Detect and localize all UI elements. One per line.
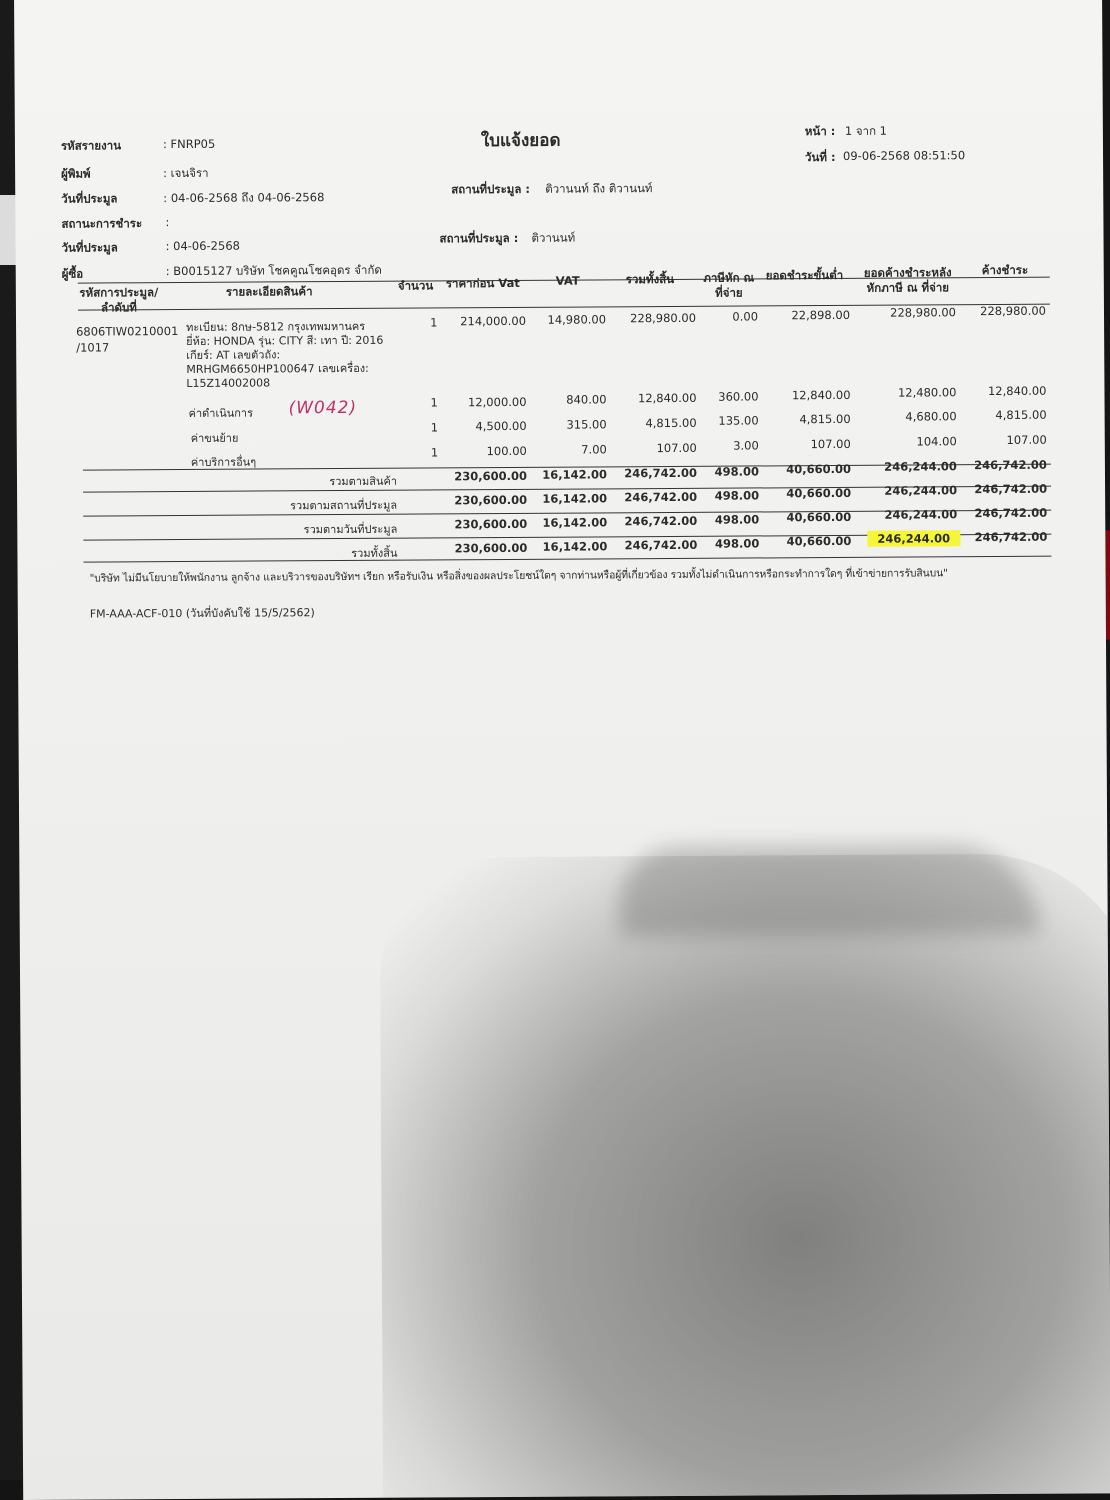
row-2-wht: 135.00 [718,413,759,428]
summary-2-label: รวมตามสถานที่ประมูล [290,498,398,513]
summary-1-price: 230,600.00 [454,468,528,484]
col-outstanding-after-tax: ยอดค้างชำระหลัง หักภาษี ณ ที่จ่าย [863,265,952,295]
row-1-qty: 1 [430,395,438,410]
col-vat: VAT [555,273,580,288]
main-item-qty: 1 [429,315,438,330]
row-1-min-pay: 12,840.00 [791,387,851,403]
summary-2-min-pay: 40,660.00 [786,485,852,501]
page-label: หน้า : [804,123,836,139]
location-label: สถานที่ประมูล : [451,181,531,197]
summary-3-outstanding: 246,742.00 [974,505,1048,521]
row-3-wht: 3.00 [733,438,759,453]
report-code-value: : FNRP05 [162,136,216,152]
row-1-outstanding: 12,840.00 [987,383,1047,399]
summary-1-outstanding-after: 246,244.00 [884,459,957,474]
summary-3-min-pay: 40,660.00 [786,509,852,525]
summary-3-price: 230,600.00 [454,516,528,532]
main-item-wht: 0.00 [732,309,759,324]
row-1-total: 12,840.00 [637,390,697,406]
summary-1-outstanding: 246,742.00 [974,457,1047,473]
col-auction-code: รหัสการประมูล/ ลำดับที่ [79,285,159,315]
col-description: รายละเอียดสินค้า [225,284,313,299]
buyer-label: ผู้ซื้อ [61,266,84,281]
auction-date-label: วันที่ประมูล [61,191,118,206]
row-1-price: 12,000.00 [467,394,527,410]
row-3-outstanding: 107.00 [1006,432,1047,447]
summary-4-label: รวมทั้งสิ้น [351,546,398,560]
report-code-label: รหัสรายงาน [60,138,122,153]
col-price-before-vat: ราคาก่อน Vat [445,275,520,291]
summary-3-vat: 16,142.00 [542,515,608,530]
col-outstanding: ค้างชำระ [981,262,1029,278]
col-withholding-tax: ภาษีหัก ณ ที่จ่าย [703,270,755,300]
row-1-outstanding-after: 12,480.00 [897,385,957,400]
row-1-description: ค่าดำเนินการ [188,406,254,420]
summary-4-price: 230,600.00 [454,540,528,556]
summary-2-wht: 498.00 [714,488,760,503]
auction-date-value: : 04-06-2568 ถึง 04-06-2568 [163,190,325,206]
row-3-description: ค่าบริการอื่นๆ [190,455,257,469]
row-2-total: 4,815.00 [645,415,697,431]
summary-2-total: 246,742.00 [624,489,698,505]
main-item-outstanding: 228,980.00 [980,303,1047,319]
summary-1-min-pay: 40,660.00 [786,461,851,477]
summary-3-outstanding-after: 246,244.00 [884,507,958,522]
auction-date2-label: วันที่ประมูล [61,240,118,255]
summary-2-vat: 16,142.00 [542,491,608,506]
summary-1-vat: 16,142.00 [542,467,608,482]
summary-4-min-pay: 40,660.00 [786,533,852,549]
statement-paper [14,0,1110,1500]
phone-shadow [379,853,1110,1498]
row-2-min-pay: 4,815.00 [799,411,851,427]
summary-4-wht: 498.00 [714,536,760,551]
row-2-vat: 315.00 [566,417,607,432]
summary-4-vat: 16,142.00 [542,539,608,554]
row-2-qty: 1 [430,420,439,435]
row-2-price: 4,500.00 [475,418,527,434]
main-item-total: 228,980.00 [630,310,697,326]
page-value: 1 จาก 1 [844,123,888,138]
location-value: ติวานนท์ ถึง ติวานนท์ [545,181,653,196]
main-item-price: 214,000.00 [460,313,527,329]
row-3-total: 107.00 [656,440,697,456]
location2-value: ติวานนท์ [531,230,576,245]
summary-2-price: 230,600.00 [454,492,528,508]
printer-label: ผู้พิมพ์ [61,166,91,181]
auction-date2-value: : 04-06-2568 [165,238,240,254]
summary-4-total: 246,742.00 [624,537,698,553]
highlighted-grand-outstanding: 246,244.00 [867,530,960,547]
summary-1-label: รวมตามสินค้า [329,474,398,489]
row-2-outstanding-after: 4,680.00 [905,409,957,424]
summary-4-outstanding: 246,742.00 [974,529,1048,545]
summary-3-wht: 498.00 [714,512,760,527]
summary-2-outstanding-after: 246,244.00 [884,483,958,498]
main-item-description: ทะเบียน: 8กษ-5812 กรุงเทพมหานคร ยี่ห้อ: HONDA รุ่น: CITY สี: เทา ปี: 2016 เกียร์: AT เลขตัวถัง: MRHGM6650HP100647 เลขเครื่อง: L15Z14002008 [186,319,384,390]
summary-1-total: 246,742.00 [624,465,698,481]
summary-4-outstanding-after [867,531,957,546]
phone-shadow-edge [619,844,1040,937]
row-1-wht: 360.00 [718,389,759,404]
row-3-price: 100.00 [486,443,527,459]
payment-status-value: : [165,215,170,230]
main-item-code: 6806TIW0210001 /1017 [76,324,179,355]
table-bottom-rule [83,556,1051,563]
handwritten-note: (W042) [288,397,358,419]
row-3-min-pay: 107.00 [810,436,851,452]
row-1-vat: 840.00 [566,392,607,407]
row-3-qty: 1 [430,445,439,460]
col-quantity: จำนวน [397,278,434,293]
main-item-vat: 14,980.00 [547,312,607,327]
buyer-value: : B0015127 บริษัท โชคคูณโชคอุดร จำกัด [165,262,382,279]
main-item-min-pay: 22,898.00 [791,307,851,323]
row-2-description: ค่าขนย้าย [190,431,239,445]
row-3-vat: 7.00 [581,442,607,457]
summary-3-label: รวมตามวันที่ประมูล [303,522,398,537]
summary-3-total: 246,742.00 [624,513,698,529]
printer-value: : เจนจิรา [163,165,209,181]
col-total: รวมทั้งสิ้น [625,271,675,287]
document-title: ใบแจ้งยอด [480,130,561,152]
disclaimer-text: "บริษัท ไม่มีนโยบายให้พนักงาน ลูกจ้าง และบริวารของบริษัทฯ เรียก หรือรับเงิน หรือสิ่งของผลประโยชน์ใดๆ จากท่านหรือผู้ที่เกี่ยวข้อง รวมทั้งไม่ดำเนินการหรือกระทำการใดๆ ที่เข้าข่ายการรับสินบน" [89,567,948,585]
col-minimum-payment: ยอดชำระขั้นต่ำ [765,267,844,283]
main-item-outstanding-after: 228,980.00 [890,305,957,320]
date-label: วันที่ : [804,149,836,165]
location2-label: สถานที่ประมูล : [439,230,519,246]
form-code: FM-AAA-ACF-010 (วันที่บังคับใช้ 15/5/2562) [89,606,315,621]
date-value: 09-06-2568 08:51:50 [842,148,966,163]
row-3-outstanding-after: 104.00 [916,434,957,449]
payment-status-label: สถานะการชำระ [61,216,143,231]
summary-1-wht: 498.00 [714,464,759,479]
row-2-outstanding: 4,815.00 [995,407,1047,423]
summary-2-outstanding: 246,742.00 [974,481,1048,497]
